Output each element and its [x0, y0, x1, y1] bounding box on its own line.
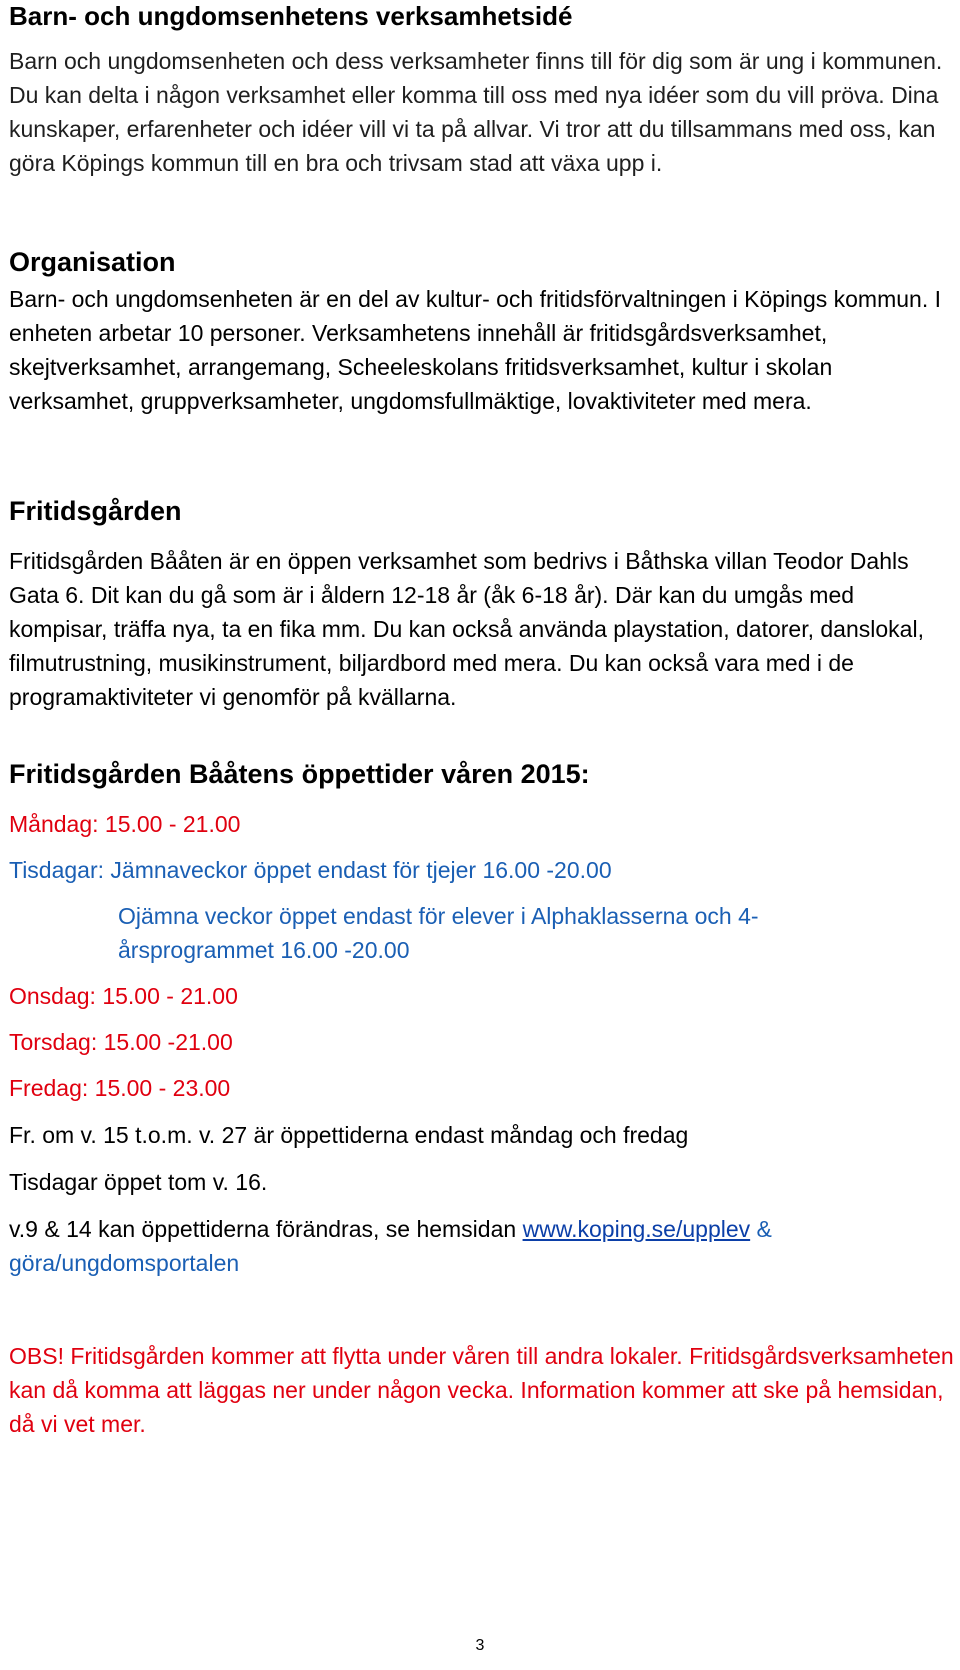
page-number: 3 — [475, 1637, 485, 1654]
koping-upplev-link[interactable]: www.koping.se/upplev — [522, 1216, 751, 1242]
note-change-suffix: & göra/ungdomsportalen — [9, 1216, 772, 1276]
fritidsgarden-heading: Fritidsgården — [9, 496, 182, 526]
hours-tuesday: Tisdagar: Jämnaveckor öppet endast för tjejer 16.00 -20.00 — [9, 857, 612, 883]
obs-notice: OBS! Fritidsgården kommer att flytta under våren till andra lokaler. Fritidsgårdsverksamheten kan då komma att läggas ner under någon vecka. Information kommer att ske på hemsidan, då vi vet mer. — [9, 1343, 954, 1437]
organisation-heading: Organisation — [9, 247, 176, 277]
hours-tuesday-odd-weeks: Ojämna veckor öppet endast för elever i Alphaklasserna och 4-årsprogrammet 16.00 -20.00 — [118, 903, 759, 963]
note-change — [9, 1212, 954, 1280]
organisation-paragraph: Barn- och ungdomsenheten är en del av kultur- och fritidsförvaltningen i Köpings kommun. I enheten arbetar 10 personer. Verksamhetens innehåll är fritidsgårdsverksamhet, skejtverksamhet, arrangemang, Scheeleskolans fritidsverksamhet, kultur i skolan verksamhet, gruppverksamheter, ungdomsfullmäktige, lovaktiviteter med mera. — [9, 286, 942, 414]
hours-monday: Måndag: 15.00 - 21.00 — [9, 811, 241, 837]
intro-paragraph: Barn och ungdomsenheten och dess verksamheter finns till för dig som är ung i kommunen. Du kan delta i någon verksamhet eller komma till oss med nya idéer som du vill pröva. Dina kunskaper, erfarenheter och idéer vill vi ta på allvar. Vi tror att du tillsammans med oss, kan göra Köpings kommun till en bra och trivsam stad att växa upp i. — [9, 48, 943, 176]
opening-hours-heading: Fritidsgården Bååtens öppettider våren 2015: — [9, 759, 590, 789]
hours-friday: Fredag: 15.00 - 23.00 — [9, 1075, 231, 1101]
hours-thursday: Torsdag: 15.00 -21.00 — [9, 1029, 233, 1055]
hours-wednesday: Onsdag: 15.00 - 21.00 — [9, 983, 238, 1009]
note-weeks: Fr. om v. 15 t.o.m. v. 27 är öppettiderna endast måndag och fredag — [9, 1122, 689, 1148]
fritidsgarden-paragraph: Fritidsgården Bååten är en öppen verksamhet som bedrivs i Båthska villan Teodor Dahls Gata 6. Dit kan du gå som är i åldern 12-18 år (åk 6-18 år). Där kan du umgås med kompisar, träffa nya, ta en fika mm. Du kan också använda playstation, datorer, danslokal, filmutrustning, musikinstrument, biljardbord med mera. Du kan också vara med i de programaktiviteter vi genomför på kvällarna. — [9, 548, 924, 710]
page-title: Barn- och ungdomsenhetens verksamhetsidé — [9, 1, 573, 31]
note-tuesday: Tisdagar öppet tom v. 16. — [9, 1169, 268, 1195]
note-change-prefix: v.9 & 14 kan öppettiderna förändras, se hemsidan — [9, 1216, 523, 1242]
